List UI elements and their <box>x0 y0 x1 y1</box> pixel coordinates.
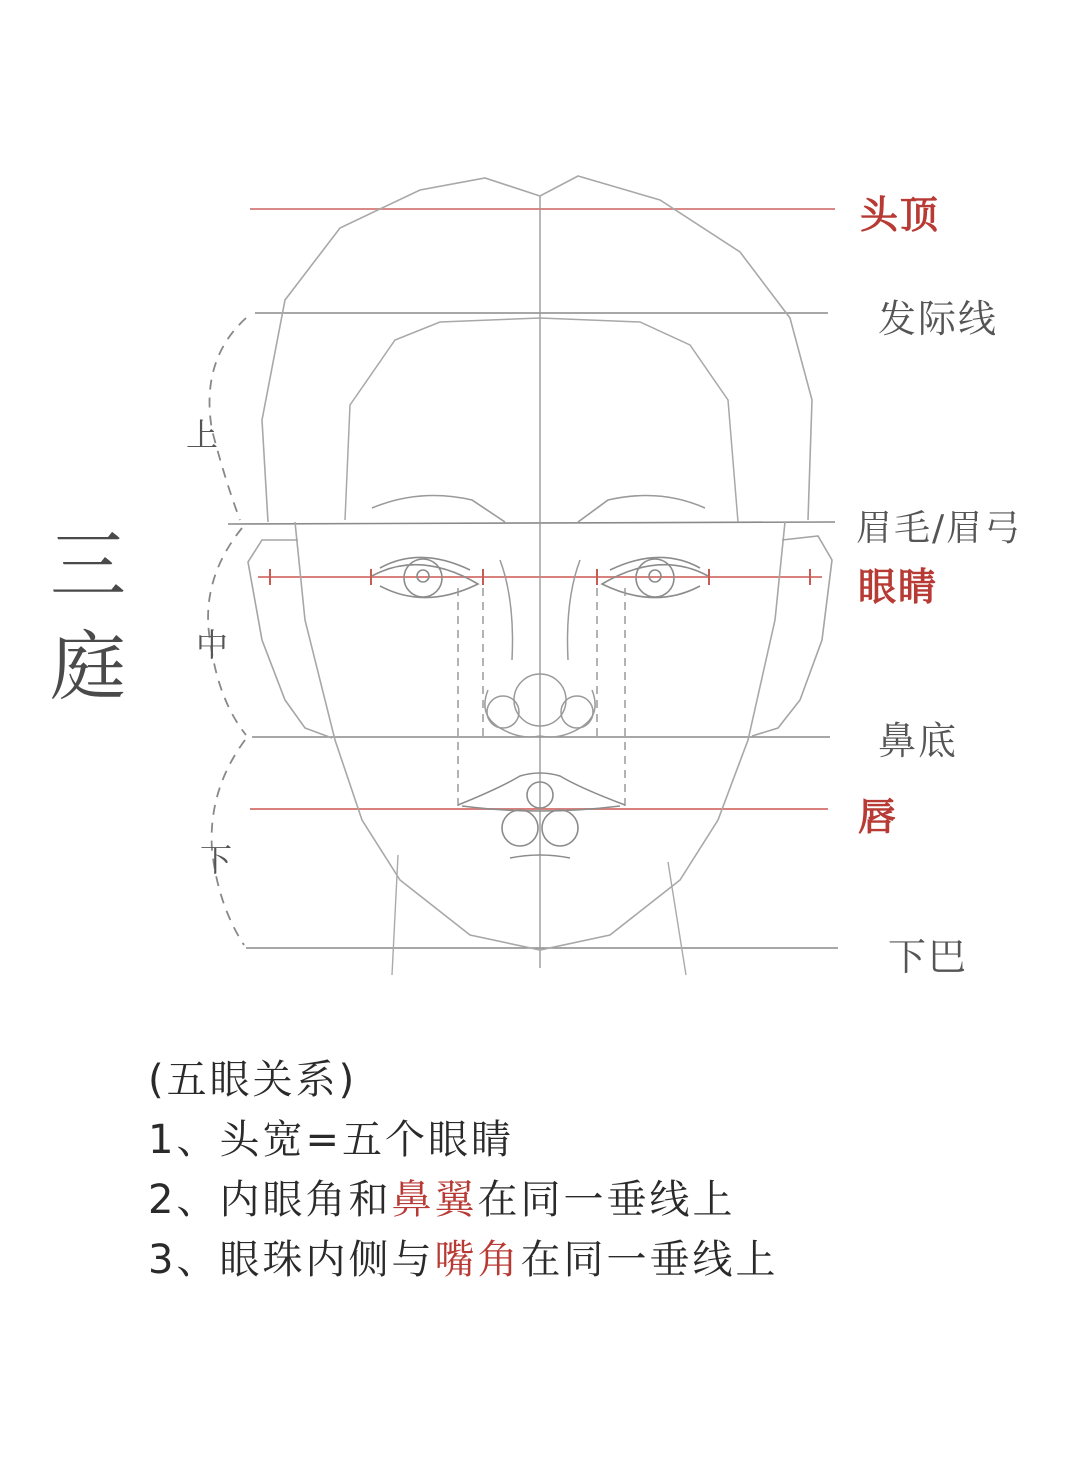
mouth <box>458 773 625 858</box>
brow-label: 眉毛/眉弓 <box>856 508 1023 549</box>
left-eyebrow <box>372 496 505 523</box>
middle-section-label: 中 <box>196 626 229 664</box>
alignment-dashed-lines <box>458 588 625 808</box>
hairline-shape <box>345 318 738 522</box>
note-line-2-highlight: 鼻翼 <box>391 1177 478 1223</box>
skull-outline <box>262 176 812 522</box>
upper-section-label: 上 <box>186 416 219 454</box>
eyes-label: 眼睛 <box>858 565 939 609</box>
note-line-3 <box>148 1230 1048 1290</box>
notes-heading: (五眼关系) <box>148 1057 358 1103</box>
neck-right <box>668 862 686 975</box>
note-line-3-b: 在同一垂线上 <box>520 1237 779 1283</box>
lower-section-label: 下 <box>200 841 233 879</box>
note-line-2-b: 在同一垂线上 <box>477 1177 736 1223</box>
hairline-label: 发际线 <box>878 297 999 341</box>
lips-label: 唇 <box>858 795 899 839</box>
note-line-3-a: 3、眼珠内侧与 <box>148 1237 435 1283</box>
note-line-3-highlight: 嘴角 <box>434 1237 521 1283</box>
title-char-1: 三 <box>50 521 126 610</box>
brow-guide-line <box>228 522 835 524</box>
notes-block <box>148 1050 1048 1290</box>
left-ear <box>248 540 332 738</box>
right-eyebrow <box>578 496 705 523</box>
chin-label: 下巴 <box>888 935 969 979</box>
note-line-2-a: 2、内眼角和 <box>148 1177 392 1223</box>
note-line-1: 1、头宽=五个眼睛 <box>148 1117 514 1163</box>
note-line-2 <box>148 1170 1048 1230</box>
title-char-2: 庭 <box>50 622 126 711</box>
right-ear <box>752 536 832 736</box>
nose-base-label: 鼻底 <box>878 719 959 763</box>
crown-label: 头顶 <box>860 193 941 237</box>
